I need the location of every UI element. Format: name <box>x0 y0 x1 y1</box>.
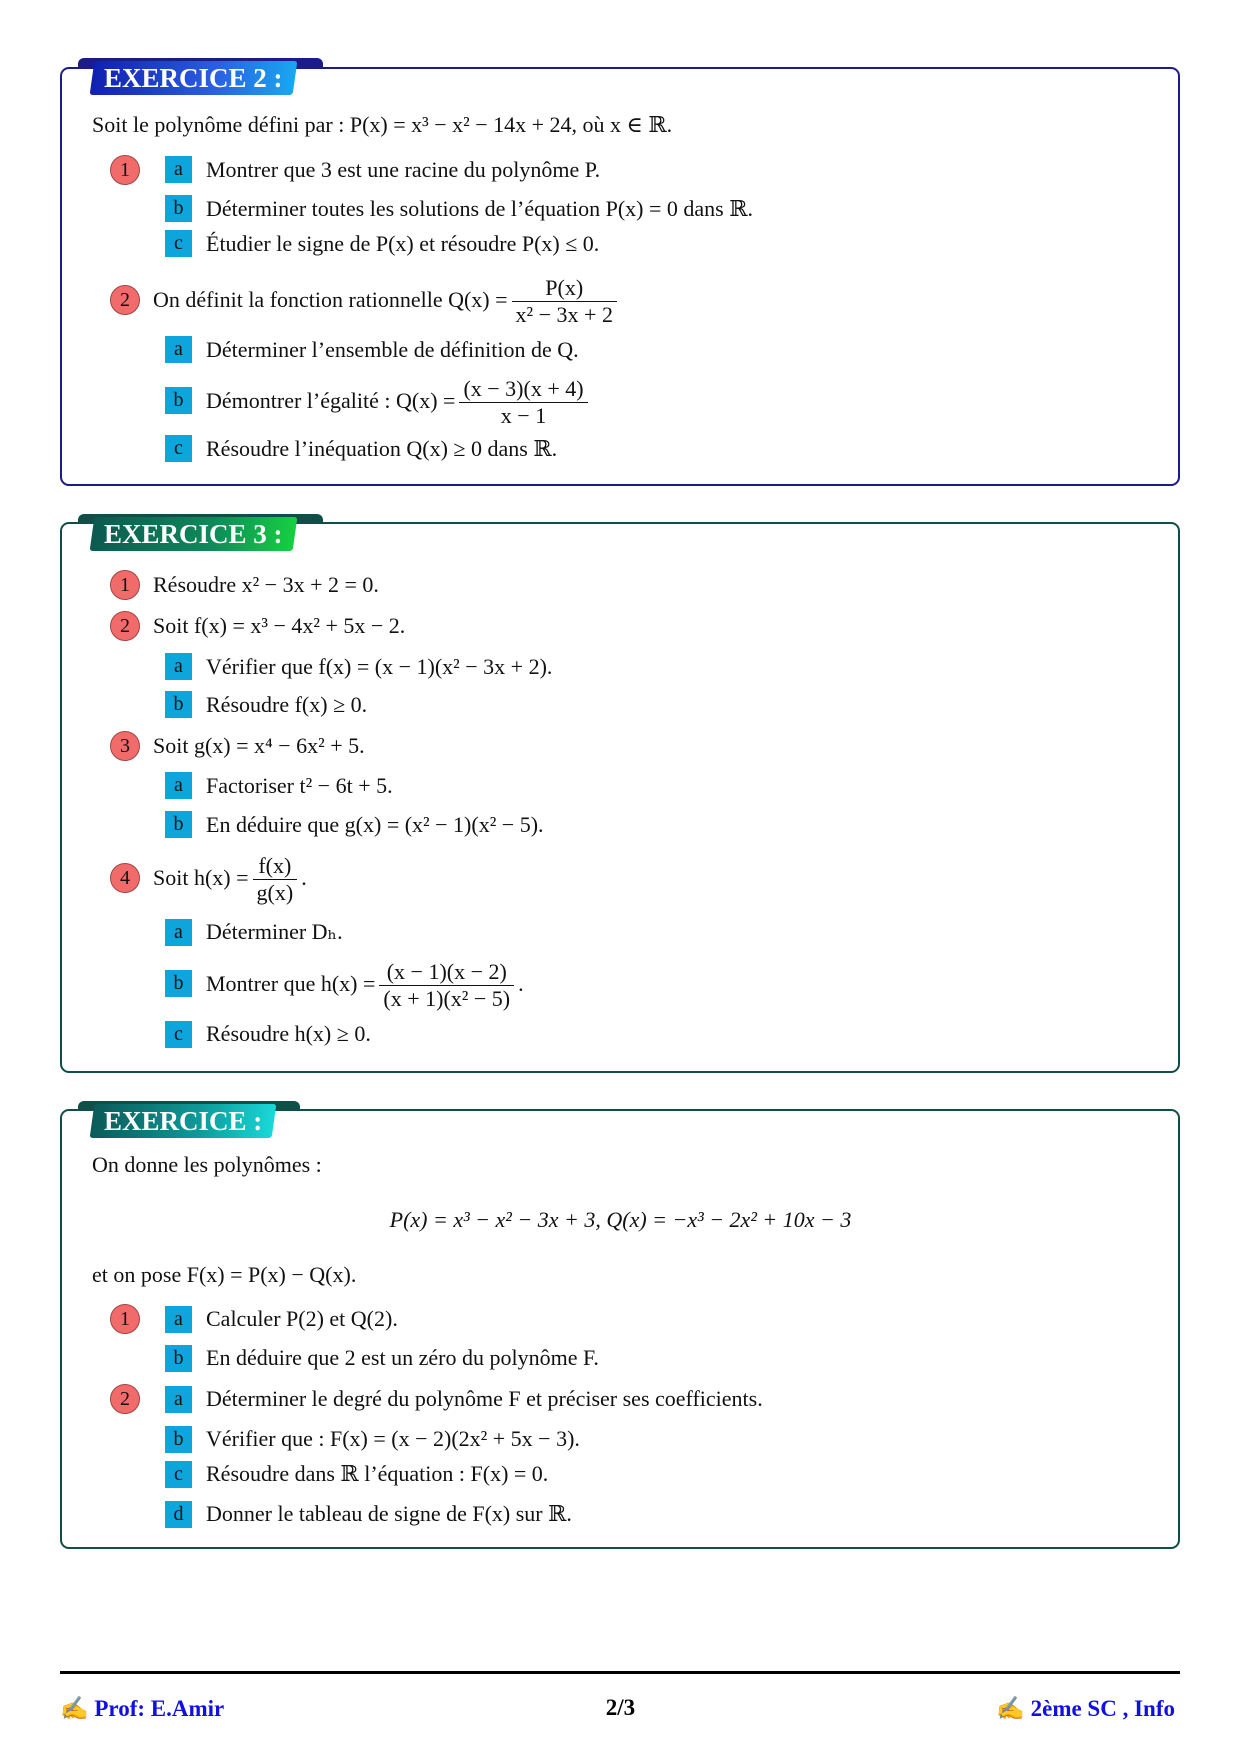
subquestion-label: Démontrer l’égalité : Q(x) = <box>206 388 456 413</box>
subquestion-letter: b <box>165 195 192 222</box>
denominator: (x + 1)(x² − 5) <box>383 986 511 1012</box>
subquestion-text: Vérifier que : F(x) = (x − 2)(2x² + 5x − 3). <box>206 1426 580 1451</box>
subquestion-text: Factoriser t² − 6t + 5. <box>206 773 393 798</box>
subquestion-text: Résoudre dans ℝ l’équation : F(x) = 0. <box>206 1461 549 1486</box>
subquestion-letter: b <box>165 970 192 997</box>
question-number: 2 <box>110 611 140 641</box>
subquestion-text: Donner le tableau de signe de F(x) sur ℝ. <box>206 1501 572 1526</box>
exercise-3-title <box>90 517 297 551</box>
question-number: 1 <box>110 570 140 600</box>
punctuation: . <box>518 971 524 996</box>
question-text: Soit g(x) = x⁴ − 6x² + 5. <box>153 733 365 758</box>
subquestion-text: Montrer que 3 est une racine du polynôme P. <box>206 157 601 182</box>
subquestion-text: En déduire que 2 est un zéro du polynôme F. <box>206 1345 599 1370</box>
exercise-3-title-text: EXERCICE 3 : <box>104 519 283 549</box>
subquestion-letter: a <box>165 336 192 363</box>
question-text: Résoudre x² − 3x + 2 = 0. <box>153 572 379 597</box>
exercise-2-title-text: EXERCICE 2 : <box>104 63 283 93</box>
subquestion-letter: c <box>165 230 192 257</box>
subquestion-label: Montrer que h(x) = <box>206 971 376 996</box>
numerator: (x − 3)(x + 4) <box>459 376 587 403</box>
subquestion-letter: b <box>165 387 192 414</box>
definition-F: et on pose F(x) = P(x) − Q(x). <box>92 1262 357 1287</box>
subquestion-letter: b <box>165 691 192 718</box>
subquestion-letter: a <box>165 156 192 183</box>
subquestion-text: Déterminer Dₕ. <box>206 919 343 944</box>
exercise-2-title <box>90 61 297 95</box>
polynomial-definitions: P(x) = x³ − x² − 3x + 3, Q(x) = −x³ − 2x² + 10x − 3 <box>389 1207 852 1232</box>
subquestion-letter: a <box>165 772 192 799</box>
fraction <box>253 853 298 906</box>
subquestion-letter: b <box>165 1426 192 1453</box>
numerator: (x − 1)(x − 2) <box>379 959 514 986</box>
subquestion-text: En déduire que g(x) = (x² − 1)(x² − 5). <box>206 812 544 837</box>
question-number: 4 <box>110 863 140 893</box>
subquestion-text: Résoudre h(x) ≥ 0. <box>206 1021 371 1046</box>
denominator: x² − 3x + 2 <box>515 302 613 328</box>
question-text: Soit f(x) = x³ − 4x² + 5x − 2. <box>153 613 406 638</box>
subquestion-letter: c <box>165 1461 192 1488</box>
question-text-label: On définit la fonction rationnelle Q(x) = <box>153 287 508 312</box>
subquestion-text: Résoudre f(x) ≥ 0. <box>206 692 368 717</box>
question-text <box>153 270 621 330</box>
subquestion-letter: b <box>165 811 192 838</box>
footer-divider <box>60 1671 1180 1674</box>
subquestion-letter: d <box>165 1501 192 1528</box>
question-number: 1 <box>110 155 140 185</box>
subquestion-text: Étudier le signe de P(x) et résoudre P(x) ≤ 0. <box>206 231 600 256</box>
footer-class: ✍ 2ème SC , Info <box>996 1696 1175 1721</box>
footer-author: ✍ Prof: E.Amir <box>60 1696 225 1721</box>
denominator: x − 1 <box>500 403 547 429</box>
subquestion-text <box>206 371 592 431</box>
denominator: g(x) <box>256 880 294 906</box>
numerator: f(x) <box>253 853 298 880</box>
question-number: 2 <box>110 285 140 315</box>
exercise-title <box>90 1104 277 1138</box>
subquestion-text: Vérifier que f(x) = (x − 1)(x² − 3x + 2). <box>206 654 553 679</box>
subquestion-letter: c <box>165 435 192 462</box>
question-text-label: Soit h(x) = <box>153 865 249 890</box>
subquestion-text: Déterminer le degré du polynôme F et préciser ses coefficients. <box>206 1386 763 1411</box>
subquestion-text: Déterminer l’ensemble de définition de Q. <box>206 337 579 362</box>
subquestion-letter: a <box>165 653 192 680</box>
exercise-intro: On donne les polynômes : <box>92 1152 322 1177</box>
subquestion-text: Calculer P(2) et Q(2). <box>206 1306 398 1331</box>
subquestion-letter: a <box>165 1306 192 1333</box>
fraction <box>512 275 617 328</box>
question-number: 1 <box>110 1304 140 1334</box>
subquestion-text: Déterminer toutes les solutions de l’équation P(x) = 0 dans ℝ. <box>206 196 753 221</box>
subquestion-letter: a <box>165 919 192 946</box>
subquestion-letter: a <box>165 1386 192 1413</box>
question-number: 2 <box>110 1384 140 1414</box>
subquestion-text <box>206 954 524 1014</box>
punctuation: . <box>301 865 307 890</box>
subquestion-letter: b <box>165 1345 192 1372</box>
subquestion-text: Résoudre l’inéquation Q(x) ≥ 0 dans ℝ. <box>206 436 558 461</box>
question-text <box>153 848 307 908</box>
exercise-2-intro: Soit le polynôme défini par : P(x) = x³ − x² − 14x + 24, où x ∈ ℝ. <box>92 112 673 137</box>
fraction <box>459 376 587 429</box>
question-number: 3 <box>110 731 140 761</box>
numerator: P(x) <box>512 275 617 302</box>
exercise-title-text: EXERCICE : <box>104 1106 263 1136</box>
fraction <box>379 959 514 1012</box>
subquestion-letter: c <box>165 1021 192 1048</box>
page-number: 2/3 <box>605 1695 636 1720</box>
